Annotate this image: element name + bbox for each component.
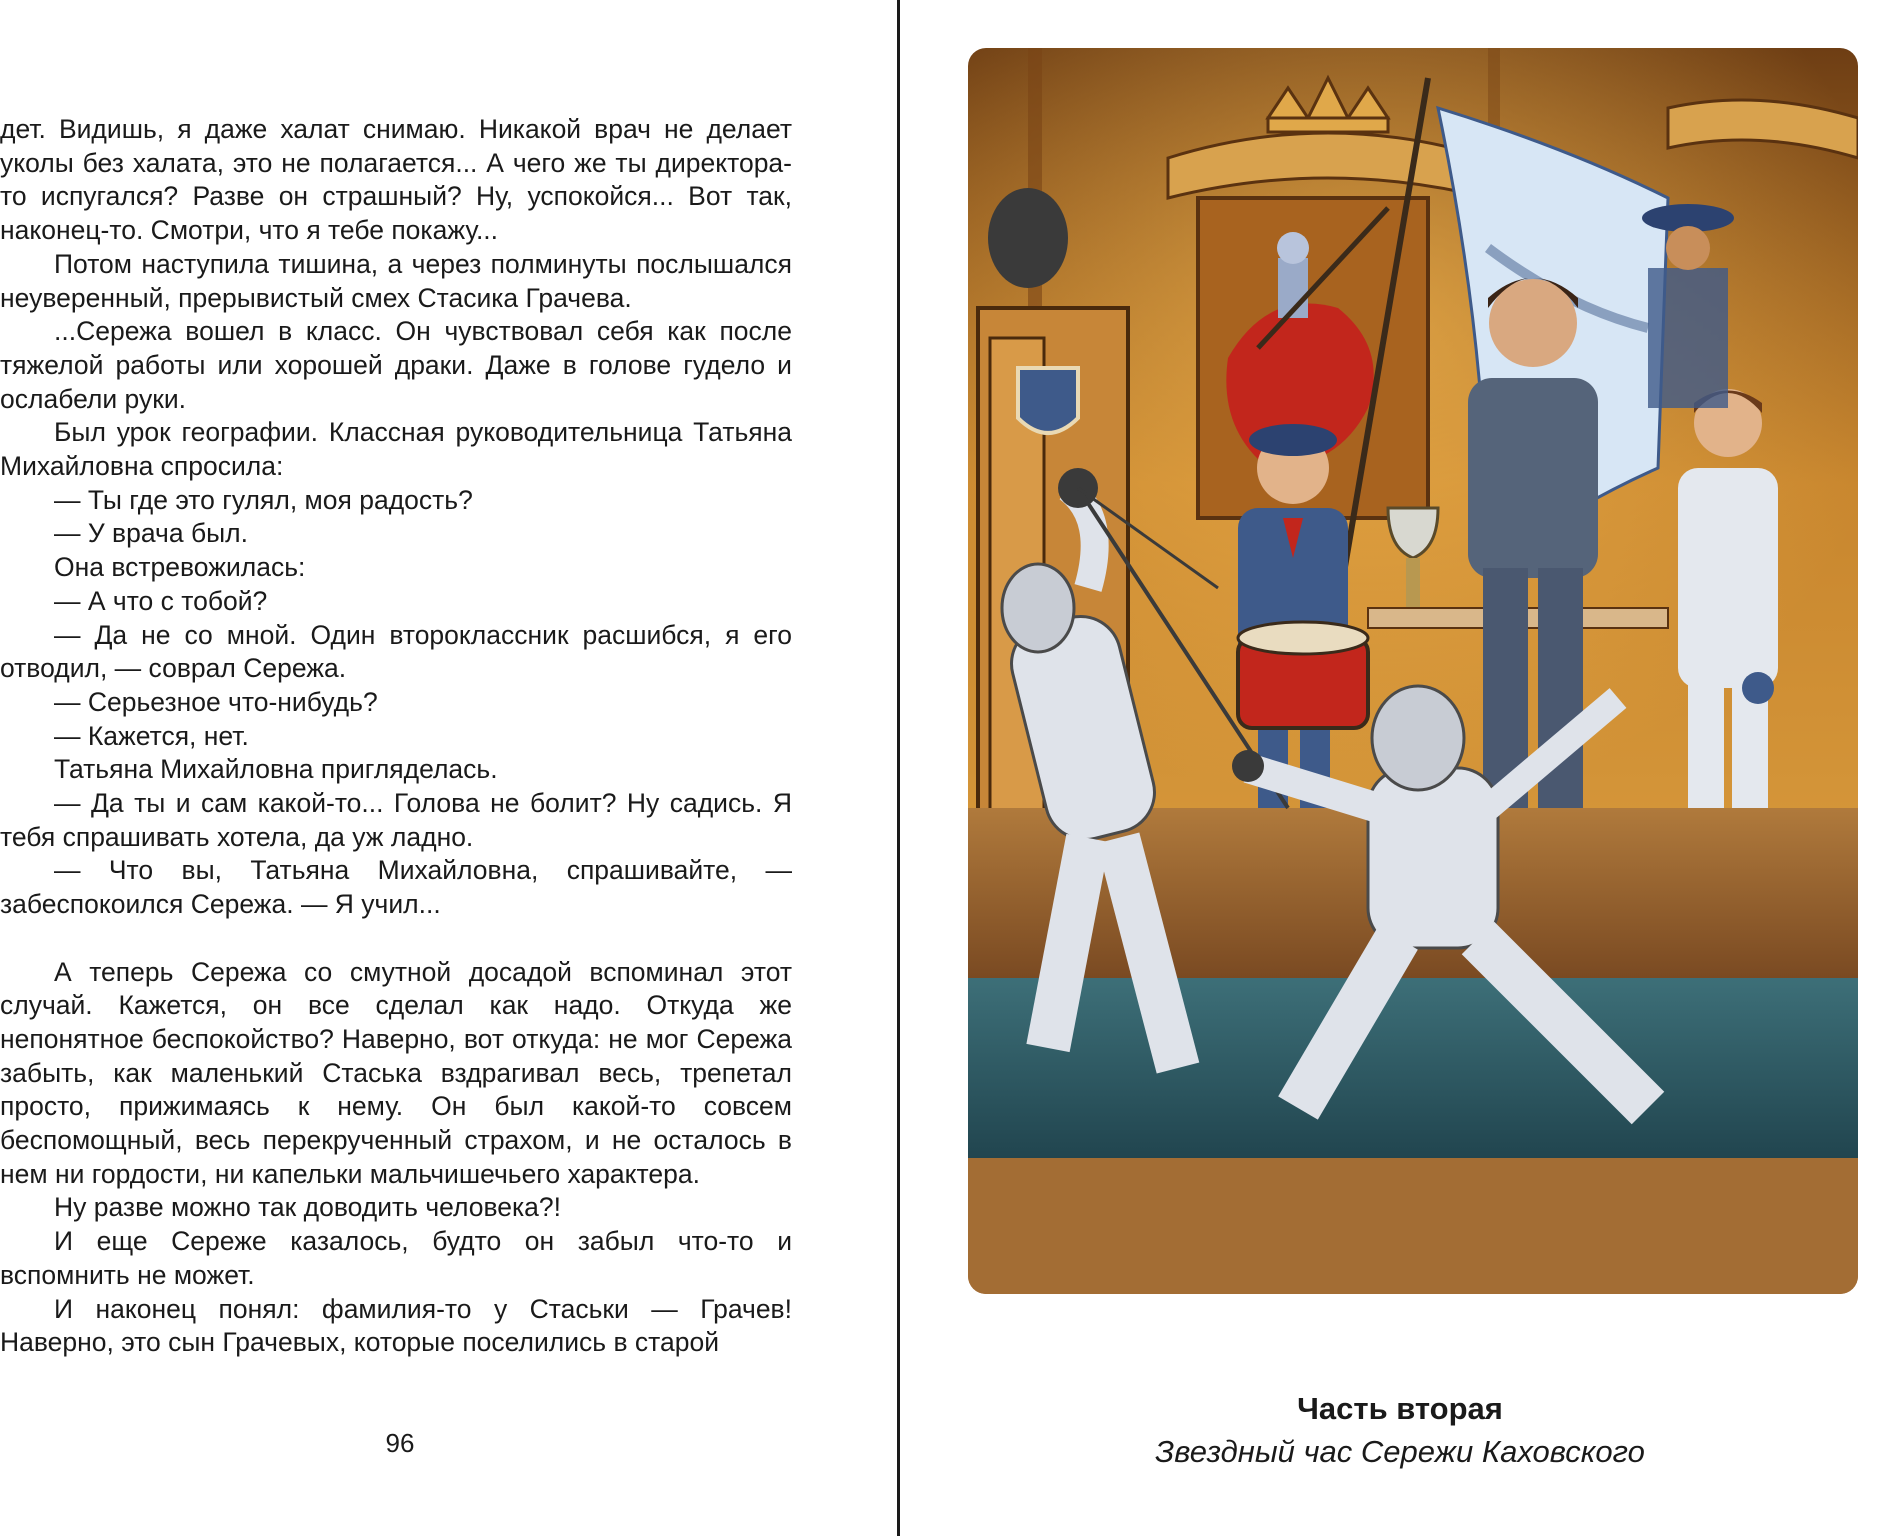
left-page bbox=[0, 0, 897, 1536]
paragraph: — Да ты и сам какой-то... Голова не болит? Ну садись. Я тебя спрашивать хотела, да уж ладно. bbox=[0, 788, 792, 852]
paragraph: — А что с тобой? bbox=[54, 585, 268, 616]
paragraph: дет. Видишь, я даже халат снимаю. Никакой врач не делает уколы без халата, это не полагается... А чего же ты директора-то испугался? Разве он страшный? Ну, успокойся... Вот так, наконец-то. Смотри, что я тебе покажу... bbox=[0, 114, 792, 246]
paragraph: ...Сережа вошел в класс. Он чувствовал себя как после тяжелой работы или хорошей драки. Даже в голове гудело и ослабели руки. bbox=[0, 316, 792, 414]
paragraph: Был урок географии. Классная руководительница Татьяна Михайловна спросила: bbox=[0, 417, 792, 482]
paragraph: Потом наступила тишина, а через полминуты послышался неуверенный, прерывистый смех Стасика Грачева. bbox=[0, 248, 792, 313]
illustration-image bbox=[968, 48, 1858, 1294]
body-text bbox=[0, 113, 792, 1360]
right-page bbox=[900, 0, 1880, 1536]
paragraph: А теперь Сережа со смутной досадой вспоминал этот случай. Кажется, он все сделал как надо. Откуда же непонятное беспокойство? Наверно, вот откуда: не мог Сережа забыть, как маленький Стаська вздрагивал весь, трепетал просто, прижимаясь к нему. Он был какой-то совсем беспомощный, весь перекрученный страхом, и не осталось в нем ни гордости, ни капельки мальчишечьего характера. bbox=[0, 956, 792, 1189]
paragraph: — Что вы, Татьяна Михайловна, спрашивайте, — забеспокоился Сережа. — Я учил... bbox=[0, 855, 792, 920]
paragraph: — Да не со мной. Один второклассник расшибся, я его отводил, — соврал Сережа. bbox=[0, 619, 792, 684]
paragraph: — Кажется, нет. bbox=[54, 720, 249, 751]
paragraph: И еще Сереже казалось, будто он забыл что-то и вспомнить не может. bbox=[0, 1226, 792, 1290]
part-subtitle: Звездный час Сережи Каховского bbox=[1155, 1434, 1645, 1469]
paragraph: Ну разве можно так доводить человека?! bbox=[54, 1192, 562, 1223]
fencing-illustration bbox=[968, 48, 1858, 1294]
paragraph: Она встревожилась: bbox=[54, 552, 306, 583]
part-title: Часть вторая bbox=[1297, 1391, 1503, 1426]
floor-front bbox=[968, 1158, 1858, 1294]
shield-crest bbox=[1018, 368, 1078, 433]
paragraph: — Серьезное что-нибудь? bbox=[54, 686, 378, 717]
carpet bbox=[968, 978, 1858, 1158]
page-number: 96 bbox=[385, 1428, 415, 1458]
paragraph: — Ты где это гулял, моя радость? bbox=[54, 484, 473, 515]
paragraph: — У врача был. bbox=[54, 518, 248, 549]
paragraph: И наконец понял: фамилия-то у Стаськи — Грачев! Наверно, это сын Грачевых, которые поселились в старой bbox=[0, 1293, 792, 1358]
paragraph: Татьяна Михайловна пригляделась. bbox=[54, 754, 498, 785]
